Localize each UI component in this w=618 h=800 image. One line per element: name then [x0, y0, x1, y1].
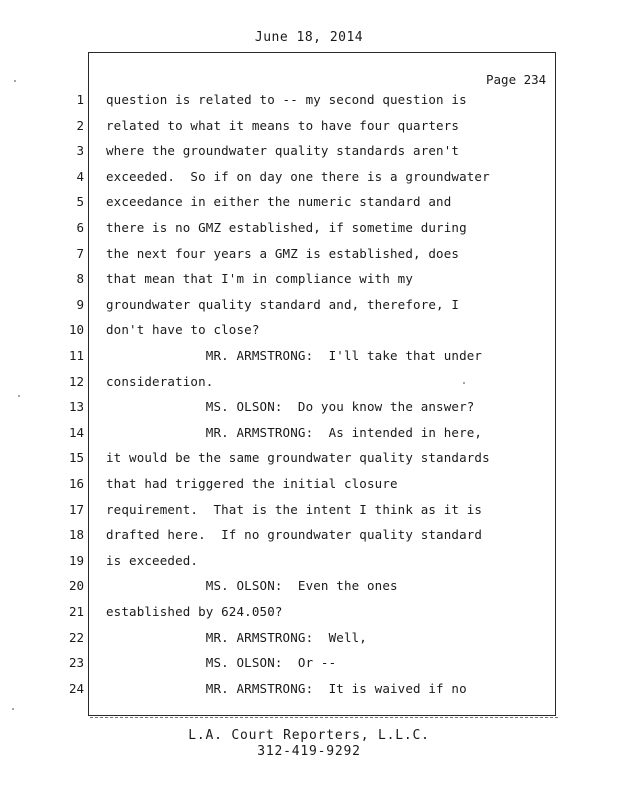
line-text: that mean that I'm in compliance with my	[106, 271, 414, 286]
line-number: 10	[68, 322, 84, 337]
line-text: question is related to -- my second question is	[106, 92, 467, 107]
footer-company: L.A. Court Reporters, L.L.C.	[188, 728, 430, 743]
line-number: 13	[68, 399, 84, 414]
line-number: 8	[76, 271, 84, 286]
line-text: is exceeded.	[106, 553, 199, 568]
line-number: 6	[76, 220, 84, 235]
line-number: 24	[68, 681, 84, 696]
line-number: 20	[68, 578, 84, 593]
line-text: established by 624.050?	[106, 604, 283, 619]
line-number: 11	[68, 348, 84, 363]
line-text: exceedance in either the numeric standard and	[106, 194, 452, 209]
line-text: groundwater quality standard and, therefore, I	[106, 297, 460, 312]
line-text: the next four years a GMZ is established, does	[106, 246, 460, 261]
page-number-label: Page 234	[486, 72, 547, 87]
line-number: 16	[68, 476, 84, 491]
line-text: it would be the same groundwater quality standards	[106, 450, 490, 465]
line-text: MS. OLSON: Even the ones	[106, 578, 398, 593]
line-number: 22	[68, 630, 84, 645]
scan-speck	[12, 708, 14, 710]
line-text: MS. OLSON: Do you know the answer?	[106, 399, 475, 414]
line-number: 23	[68, 655, 84, 670]
line-text: MR. ARMSTRONG: As intended in here,	[106, 425, 483, 440]
line-number: 14	[68, 425, 84, 440]
scan-speck	[463, 382, 465, 384]
line-number: 21	[68, 604, 84, 619]
line-number: 18	[68, 527, 84, 542]
line-number: 1	[76, 92, 84, 107]
line-number: 12	[68, 374, 84, 389]
line-text: MS. OLSON: Or --	[106, 655, 337, 670]
page-frame-shadow	[90, 714, 558, 718]
transcript-date: June 18, 2014	[254, 30, 364, 45]
line-text: MR. ARMSTRONG: Well,	[106, 630, 367, 645]
line-text: requirement. That is the intent I think as it is	[106, 502, 483, 517]
line-number: 4	[76, 169, 84, 184]
line-text: exceeded. So if on day one there is a groundwater	[106, 169, 490, 184]
line-text: there is no GMZ established, if sometime during	[106, 220, 467, 235]
line-number: 9	[76, 297, 84, 312]
line-number: 2	[76, 118, 84, 133]
line-number: 5	[76, 194, 84, 209]
line-text: that had triggered the initial closure	[106, 476, 398, 491]
line-text: related to what it means to have four quarters	[106, 118, 460, 133]
scan-speck	[18, 395, 20, 397]
scan-speck	[14, 80, 16, 82]
line-text: MR. ARMSTRONG: It is waived if no	[106, 681, 467, 696]
line-number: 7	[76, 246, 84, 261]
line-text: MR. ARMSTRONG: I'll take that under	[106, 348, 483, 363]
line-text: drafted here. If no groundwater quality standard	[106, 527, 483, 542]
footer-phone: 312-419-9292	[257, 744, 361, 759]
line-text: consideration.	[106, 374, 214, 389]
line-number: 19	[68, 553, 84, 568]
line-text: where the groundwater quality standards aren't	[106, 143, 460, 158]
line-text: don't have to close?	[106, 322, 260, 337]
line-number: 3	[76, 143, 84, 158]
line-number: 17	[68, 502, 84, 517]
line-number: 15	[68, 450, 84, 465]
